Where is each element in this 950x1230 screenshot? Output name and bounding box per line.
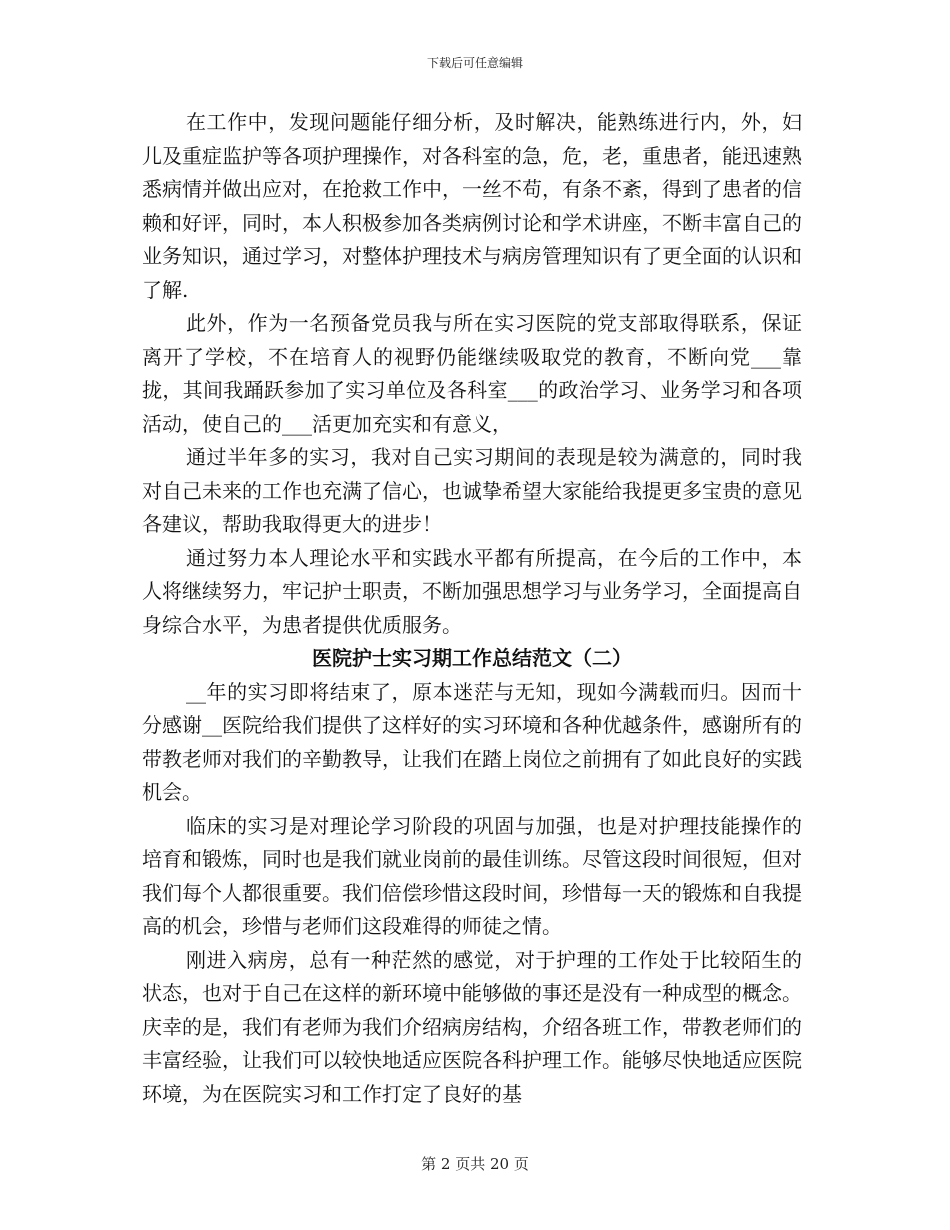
page-header: 下载后可任意编辑 (426, 56, 523, 70)
paragraph-conclusion: 通过努力本人理论水平和实践水平都有所提高，在今后的工作中，本人将继续努力，牢记护士职责，不断加强思想学习与业务学习，全面提高自身综合水平，为患者提供优质服务。 (142, 545, 802, 637)
paragraph-internship-ending: __年的实习即将结束了，原本迷茫与无知，现如今满载而归。因而十分感谢__医院给我们提供了这样好的实习环境和各种优越条件，感谢所有的带教老师对我们的辛勤教导，让我们在踏上岗位之前拥有了如此良好的实践机会。 (142, 679, 802, 804)
paragraph-clinical-practice: 临床的实习是对理论学习阶段的巩固与加强，也是对护理技能操作的培育和锻炼，同时也是我们就业岗前的最佳训练。尽管这段时间很短，但对我们每个人都很重要。我们倍偿珍惜这段时间，珍惜每一天的锻炼和自我提高的机会，珍惜与老师们这段难得的师徒之情。 (142, 813, 802, 938)
page-footer: 第 2 页共 20 页 (421, 1155, 529, 1173)
document-body (142, 106, 802, 1111)
paragraph-work: 在工作中，发现问题能仔细分析，及时解决，能熟练进行内，外，妇儿及重症监护等各项护理操作，对各科室的急，危，老，重患者，能迅速熟悉病情并做出应对，在抢救工作中，一丝不苟，有条不紊，得到了患者的信赖和好评，同时，本人积极参加各类病例讨论和学术讲座，不断丰富自己的业务知识，通过学习，对整体护理技术与病房管理知识有了更全面的认识和了解. (142, 110, 802, 302)
section-title: 医院护士实习期工作总结范文（二） (312, 646, 632, 670)
paragraph-entering-ward: 刚进入病房，总有一种茫然的感觉，对于护理的工作处于比较陌生的状态，也对于自己在这样的新环境中能够做的事还是没有一种成型的概念。庆幸的是，我们有老师为我们介绍病房结构，介绍各班工作，带教老师们的丰富经验，让我们可以较快地适应医院各科护理工作。能够尽快地适应医院环境，为在医院实习和工作打定了良好的基 (142, 947, 802, 1106)
paragraph-self-assessment: 通过半年多的实习，我对自己实习期间的表现是较为满意的，同时我对自己未来的工作也充满了信心，也诚挚希望大家能给我提更多宝贵的意见各建议，帮助我取得更大的进步！ (142, 445, 802, 536)
paragraph-party-member: 此外，作为一名预备党员我与所在实习医院的党支部取得联系，保证离开了学校，不在培育人的视野仍能继续吸取党的教育，不断向党___靠拢，其间我踊跃参加了实习单位及各科室___的政治学习、业务学习和各项活动，使自己的___活更加充实和有意义， (142, 311, 802, 436)
